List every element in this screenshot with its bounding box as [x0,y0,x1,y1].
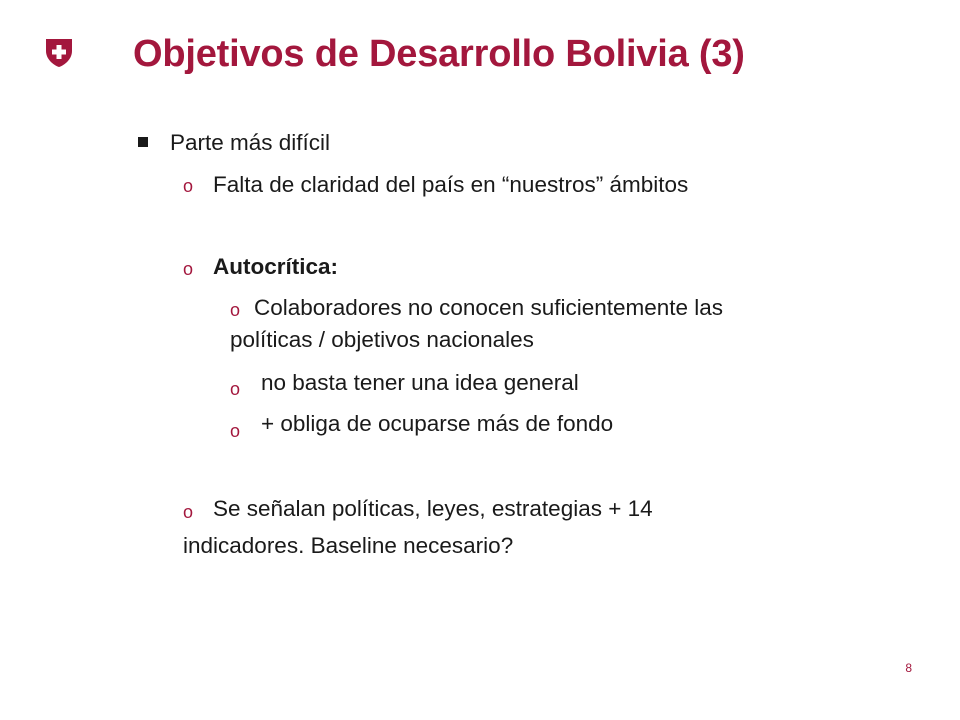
sub-bullet-1-text: Falta de claridad del país en “nuestros” ámbitos [213,172,689,197]
slide-title: Objetivos de Desarrollo Bolivia (3) [133,33,745,75]
circle-bullet-icon: o [183,502,194,522]
sub-item-1-line-2: políticas / objetivos nacionales [230,327,534,352]
sub-item-1-line-1: Colaboradores no conocen suficientemente las [254,295,724,320]
circle-bullet-icon: o [230,300,241,320]
circle-bullet-icon: o [230,421,241,441]
circle-bullet-icon: o [183,176,194,196]
circle-bullet-icon: o [183,259,194,279]
square-bullet-icon [138,137,148,147]
main-bullet-text: Parte más difícil [170,130,331,155]
sub-item-2-text: no basta tener una idea general [261,370,579,395]
page-number: 8 [905,661,912,675]
sub-bullet-2-text: Autocrítica: [213,254,339,279]
sub-bullet-3-line-2: indicadores. Baseline necesario? [183,533,514,558]
circle-bullet-icon: o [230,379,241,399]
swiss-cross-shield-icon [45,38,73,68]
sub-bullet-3-line-1: Se señalan políticas, leyes, estrategias + 14 [213,496,653,521]
sub-item-3-text: + obliga de ocuparse más de fondo [261,411,614,436]
